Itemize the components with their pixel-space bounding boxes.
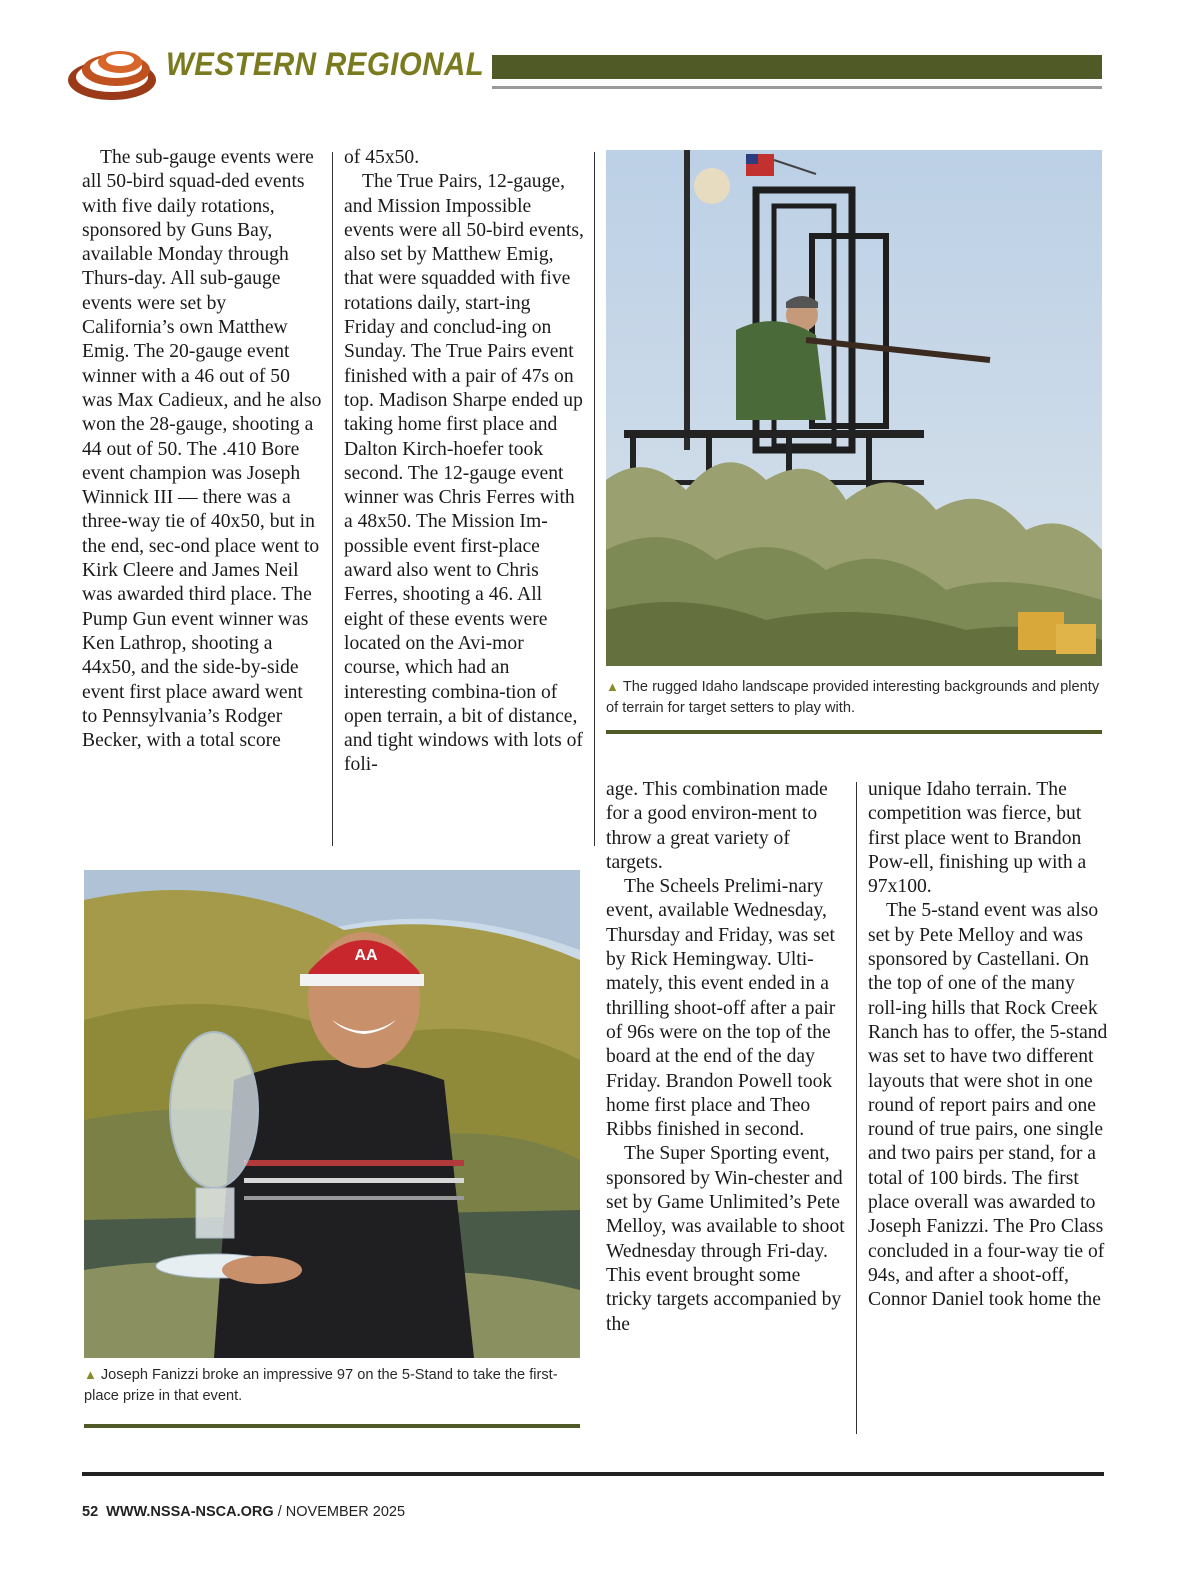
column-divider	[594, 152, 595, 846]
paragraph: The Super Sporting event, sponsored by Win-chester and set by Game Unlimited’s Pete Melloy, was available to shoot Wednesday through Fri-day. This event brought some tricky targets accompanied by the	[606, 1143, 845, 1335]
footer-url[interactable]: WWW.NSSA-NSCA.ORG	[106, 1504, 274, 1520]
clay-target-logo-icon	[66, 40, 158, 102]
paragraph: The True Pairs, 12-gauge, and Mission Impossible events were all 50-bird events, also set by Matthew Emig, that were squadded with five rotations daily, start-ing Friday and conclud-ing on Sunday. The True Pairs event finished with a pair of 47s on top. Madison Sharpe ended up taking home first place and Dalton Kirch-hoefer took second. The 12-gauge event winner was Chris Ferres with a 48x50. The Mission Im-possible event first-place award also went to Chris Ferres, shooting a 46. All eight of these events were located on the Avi-mor course, which had an interesting combina-tion of open terrain, a bit of distance, and tight windows with lots of foli-	[344, 171, 584, 776]
caption-text: Joseph Fanizzi broke an impressive 97 on the 5-Stand to take the first-place prize in that event.	[84, 1367, 558, 1404]
photo-caption-bottom	[84, 1364, 580, 1407]
article-column-2	[344, 146, 584, 778]
article-column-1	[82, 146, 322, 753]
section-title: WESTERN REGIONAL	[166, 46, 485, 82]
paragraph: of 45x50.	[344, 147, 420, 168]
page-header	[0, 0, 1200, 110]
paragraph: unique Idaho terrain. The competition was fierce, but first place went to Brandon Pow-ell, finishing up with a 97x100.	[868, 779, 1087, 898]
triangle-marker-icon: ▲	[84, 1367, 97, 1382]
photo-caption-top	[606, 676, 1102, 719]
paragraph: age. This combination made for a good environ-ment to throw a great variety of targets.	[606, 779, 828, 873]
header-bar	[492, 55, 1102, 79]
photo-shooter-on-tower	[606, 150, 1102, 666]
column-divider	[332, 152, 333, 846]
header-rule	[492, 86, 1102, 89]
footer-separator: /	[277, 1504, 282, 1520]
caption-rule	[606, 730, 1102, 734]
footer-rule	[82, 1472, 1104, 1476]
page-number: 52	[82, 1504, 99, 1520]
paragraph: The Scheels Prelimi-nary event, available Wednesday, Thursday and Friday, was set by Rick Hemingway. Ulti-mately, this event ended in a thrilling shoot-off after a pair of 96s were on the top of the board at the end of the day Friday. Brandon Powell took home first place and Theo Ribbs finished in second.	[606, 876, 836, 1141]
caption-rule	[84, 1424, 580, 1428]
triangle-marker-icon: ▲	[606, 679, 619, 694]
paragraph: The sub-gauge events were all 50-bird squad-ded events with five daily rotations, sponsored by Guns Bay, available Monday through Thurs-day. All sub-gauge events were set by California’s own Matthew Emig. The 20-gauge event winner with a 46 out of 50 was Max Cadieux, and he also won the 28-gauge, shooting a 44 out of 50. The .410 Bore event champion was Joseph Winnick III — there was a three-way tie of 40x50, but in the end, sec-ond place went to Kirk Cleere and James Neil was awarded third place. The Pump Gun event winner was Ken Lathrop, shooting a 44x50, and the side-by-side event first place award went to Pennsylvania’s Rodger Becker, with a total score	[82, 147, 322, 752]
column-divider	[856, 782, 857, 1434]
page-footer	[82, 1504, 405, 1520]
footer-issue: NOVEMBER 2025	[285, 1504, 406, 1520]
article-column-3	[606, 778, 850, 1337]
caption-text: The rugged Idaho landscape provided interesting backgrounds and plenty of terrain for target setters to play with.	[606, 679, 1100, 716]
cap-logo-text: AA	[354, 947, 378, 964]
paragraph: The 5-stand event was also set by Pete Melloy and was sponsored by Castellani. On the top of one of the many roll-ing hills that Rock Creek Ranch has to offer, the 5-stand was set to have two different layouts that were shot in one round of report pairs and one round of true pairs, one single and two pairs per stand, for a total of 100 birds. The first place overall was awarded to Joseph Fanizzi. The Pro Class concluded in a four-way tie of 94s, and after a shoot-off, Connor Daniel took home the	[868, 900, 1108, 1311]
photo-trophy-winner	[84, 870, 580, 1358]
article-column-4	[868, 778, 1112, 1313]
